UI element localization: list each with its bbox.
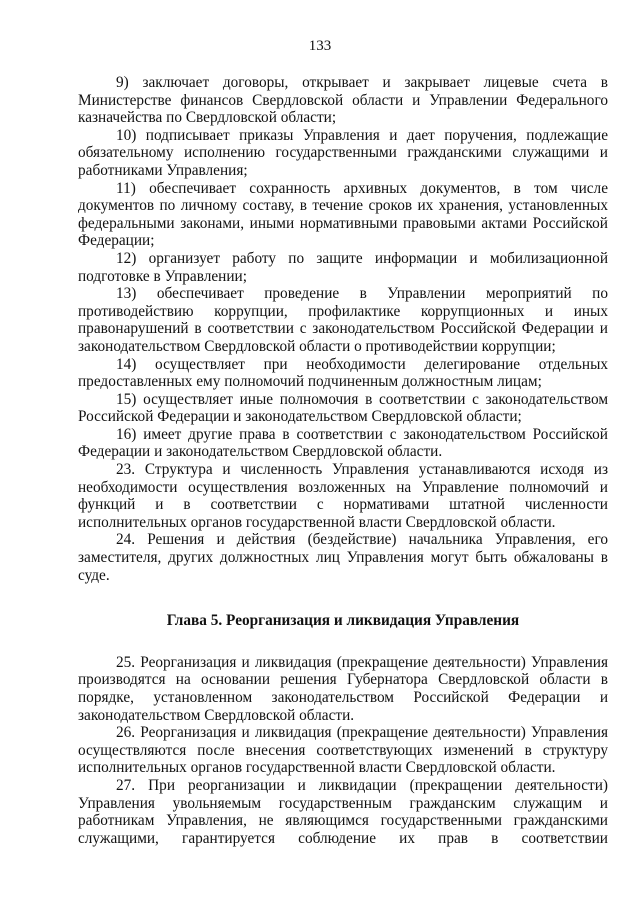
paragraph-section-27: 27. При реорганизации и ликвидации (прекращении деятельности) Управления увольняемым государственным гражданским служащим и работникам Управления, не являющимся государственными гражданскими служащими, гарантируется соблюдение их прав в соответствии — [78, 776, 608, 847]
paragraph-item-10: 10) подписывает приказы Управления и дает поручения, подлежащие обязательному исполнению государственными гражданскими служащими и работниками Управления; — [78, 126, 608, 179]
paragraph-section-25: 25. Реорганизация и ликвидация (прекращение деятельности) Управления производятся на основании решения Губернатора Свердловской области в порядке, установленном законодательством Российской Федерации и законодательством Свердловской области. — [78, 653, 608, 724]
paragraph-section-23: 23. Структура и численность Управления устанавливаются исходя из необходимости осуществления возложенных на Управление полномочий и функций и в соответствии с нормативами штатной численности исполнительных органов государственной власти Свердловской области. — [78, 461, 608, 531]
paragraph-item-15: 15) осуществляет иные полномочия в соответствии с законодательством Российской Федерации и законодательством Свердловской области; — [78, 390, 608, 426]
page-number: 133 — [308, 38, 332, 54]
chapter-heading: Глава 5. Реорганизация и ликвидация Управления — [166, 612, 520, 630]
paragraph-item-14: 14) осуществляет при необходимости делегирование отдельных предоставленных ему полномочий подчиненным должностным лицам; — [78, 355, 608, 391]
paragraph-item-16: 16) имеет другие права в соответствии с законодательством Российской Федерации и законодательством Свердловской области. — [78, 425, 608, 461]
paragraph-section-26: 26. Реорганизация и ликвидация (прекращение деятельности) Управления осуществляются после внесения соответствующих изменений в структуру исполнительных органов государственной власти Свердловской области. — [78, 724, 608, 777]
document-body — [78, 74, 608, 847]
paragraph-item-9: 9) заключает договоры, открывает и закрывает лицевые счета в Министерстве финансов Свердловской области и Управлении Федерального казначейства по Свердловской области; — [78, 74, 608, 127]
paragraph-section-24: 24. Решения и действия (бездействие) начальника Управления, его заместителя, других должностных лиц Управления могут быть обжалованы в суде. — [78, 531, 608, 584]
paragraph-item-11: 11) обеспечивает сохранность архивных документов, в том числе документов по личному составу, в течение сроков их хранения, установленных федеральными законами, иными нормативными правовыми актами Российской Федерации; — [78, 179, 608, 250]
paragraph-item-13: 13) обеспечивает проведение в Управлении мероприятий по противодействию коррупции, профилактике коррупционных и иных правонарушений в соответствии с законодательством Российской Федерации и законодательством Свердловской области о противодействии коррупции; — [78, 285, 608, 355]
paragraph-item-12: 12) организует работу по защите информации и мобилизационной подготовке в Управлении; — [78, 249, 608, 285]
